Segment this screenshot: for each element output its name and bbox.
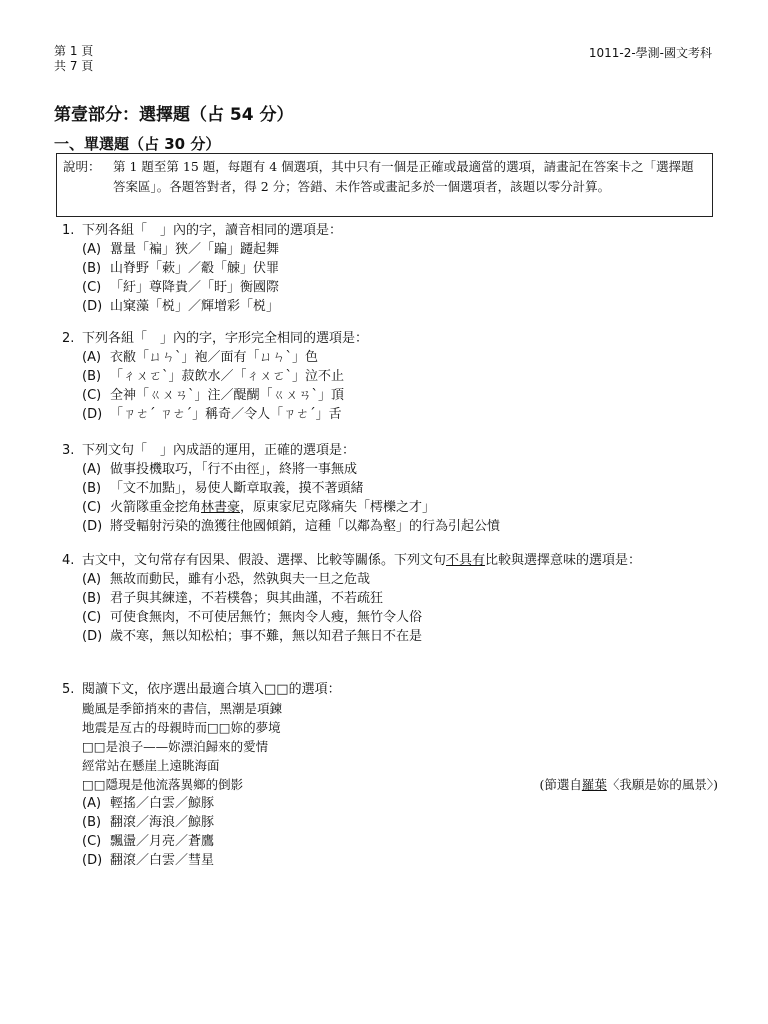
question-5: [62, 680, 722, 870]
option-label: (D): [82, 629, 103, 644]
option-text: [110, 498, 435, 517]
option-label: (A): [82, 572, 102, 587]
option-label: (C): [82, 280, 102, 295]
option-label: (C): [82, 834, 102, 849]
option-b: [82, 367, 722, 386]
option-c: [82, 832, 722, 851]
exam-id: 1011-2-學測-國文考科: [588, 46, 712, 60]
option-text: 山窠藻「棁」／輝增彩「棁」: [110, 299, 280, 314]
question-4: [62, 551, 722, 646]
page-number: 第 1 頁: [54, 44, 94, 58]
question-2: [62, 329, 722, 424]
option-d: [82, 851, 722, 870]
option-label: (B): [82, 369, 102, 384]
option-c: [82, 386, 722, 405]
option-a: [82, 794, 722, 813]
option-label: (C): [82, 388, 102, 403]
question-number: 1.: [62, 223, 75, 238]
option-label: (A): [82, 796, 102, 811]
option-label: (A): [82, 242, 102, 257]
source-author: 羅葉: [581, 777, 607, 792]
option-label: (D): [82, 299, 103, 314]
poem-excerpt: [82, 699, 722, 794]
question-number: 2.: [62, 331, 75, 346]
instructions-label: 說明：: [63, 159, 101, 174]
option-b: [82, 589, 722, 608]
option-label: (A): [82, 462, 102, 477]
option-d: [82, 627, 722, 646]
option-label: (B): [82, 261, 102, 276]
option-text: 全神「ㄍㄨㄢˋ」注／醍醐「ㄍㄨㄢˋ」頂: [110, 388, 345, 403]
option-text: 翻滾／白雲／彗星: [110, 853, 215, 868]
option-text: 囂量「褊」狹／「蹁」躚起舞: [110, 242, 280, 257]
option-text: 歲不寒，無以知松柏；事不難，無以知君子無日不在是: [110, 629, 423, 644]
instructions-box: [56, 153, 713, 217]
option-a: [82, 240, 722, 259]
option-d: [82, 297, 722, 316]
question-stem: [82, 551, 722, 570]
option-d: [82, 517, 722, 536]
option-text: 將受輻射污染的漁獲往他國傾銷，這種「以鄰為壑」的行為引起公憤: [110, 519, 501, 534]
question-number: 4.: [62, 553, 75, 568]
option-text: 無故而動民，雖有小恐，然孰與夫一旦之危哉: [110, 572, 371, 587]
poem-line: 地震是亙古的母親時而□□妳的夢境: [82, 720, 281, 735]
poem-line: 颱風是季節捎來的書信，黑潮是項鍊: [82, 701, 283, 716]
question-1: [62, 221, 722, 316]
stem-underlined: 不具有: [446, 553, 486, 568]
option-label: (A): [82, 350, 102, 365]
option-text: 山脊野「蔌」／觳「觫」伏罪: [110, 261, 280, 276]
option-text: 飄盪／月亮／蒼鷹: [110, 834, 215, 849]
option-text: 「紆」尊降貴／「盱」衡國際: [110, 280, 280, 295]
part-title: 第壹部分：選擇題（占 54 分）: [54, 105, 294, 125]
option-a: [82, 348, 722, 367]
option-c: [82, 498, 722, 517]
option-label: (C): [82, 500, 102, 515]
option-label: (D): [82, 407, 103, 422]
question-number: 3.: [62, 443, 75, 458]
option-label: (B): [82, 481, 102, 496]
option-text: 輕搖／白雲／鯨豚: [110, 796, 215, 811]
option-text: 衣敝「ㄩㄣˋ」袍／面有「ㄩㄣˋ」色: [110, 350, 319, 365]
poem-line: □□隱現是他流落異鄉的倒影: [82, 777, 244, 792]
option-c: [82, 608, 722, 627]
stem-pre: 古文中，文句常存有因果、假設、選擇、比較等關係。下列文句: [82, 553, 447, 568]
option-text: 做事投機取巧，「行不由徑」，終將一事無成: [110, 462, 358, 477]
page-info: [54, 44, 93, 74]
option-label: (D): [82, 519, 103, 534]
poem-source: [539, 775, 718, 794]
option-label: (D): [82, 853, 103, 868]
underlined-name: 林書豪: [201, 500, 241, 515]
question-stem: 下列各組「 」內的字，字形完全相同的選項是：: [82, 331, 369, 346]
poem-line: □□是浪子——妳漂泊歸來的愛情: [82, 739, 269, 754]
question-number: 5.: [62, 682, 75, 697]
source-pre: (節選自: [539, 777, 582, 792]
option-text-pre: 火箭隊重金挖角: [110, 500, 202, 515]
option-c: [82, 278, 722, 297]
option-text: 「ㄔㄨㄛˋ」菽飲水／「ㄔㄨㄛˋ」泣不止: [110, 369, 345, 384]
poem-line: 經常站在懸崖上遠眺海面: [82, 758, 220, 773]
option-text: 「ㄗㄜˊ ㄗㄜˊ」稱奇／令人「ㄗㄜˊ」舌: [110, 407, 342, 422]
stem-post: 比較與選擇意味的選項是：: [485, 553, 642, 568]
option-b: [82, 813, 722, 832]
option-label: (C): [82, 610, 102, 625]
option-a: [82, 570, 722, 589]
option-b: [82, 479, 722, 498]
option-a: [82, 460, 722, 479]
option-d: [82, 405, 722, 424]
option-label: (B): [82, 815, 102, 830]
option-label: (B): [82, 591, 102, 606]
question-stem: 下列文句「 」內成語的運用，正確的選項是：: [82, 443, 356, 458]
section-title: 一、單選題（占 30 分）: [54, 135, 221, 153]
question-stem: 下列各組「 」內的字，讀音相同的選項是：: [82, 223, 343, 238]
option-text-post: ，原東家尼克隊痛失「樗櫟之才」: [240, 500, 436, 515]
question-stem: 閱讀下文，依序選出最適合填入□□的選項：: [82, 682, 341, 697]
instructions-text: 第 1 題至第 15 題，每題有 4 個選項，其中只有一個是正確或最適當的選項，請畫記在答案卡之「選擇題答案區」。各題答對者，得 2 分；答錯、未作答或畫記多於一個選項者，該題以零分計算。: [113, 159, 694, 194]
option-text: 可使食無肉，不可使居無竹；無肉令人瘦，無竹令人俗: [110, 610, 423, 625]
option-text: 君子與其練達，不若樸魯；與其曲謹，不若疏狂: [110, 591, 384, 606]
option-text: 翻滾／海浪／鯨豚: [110, 815, 215, 830]
option-text: 「文不加點」，易使人斷章取義，摸不著頭緒: [110, 481, 364, 496]
question-3: [62, 441, 722, 536]
page-total: 共 7 頁: [54, 59, 94, 73]
source-title: 〈我願是妳的風景〉): [606, 777, 718, 792]
option-b: [82, 259, 722, 278]
